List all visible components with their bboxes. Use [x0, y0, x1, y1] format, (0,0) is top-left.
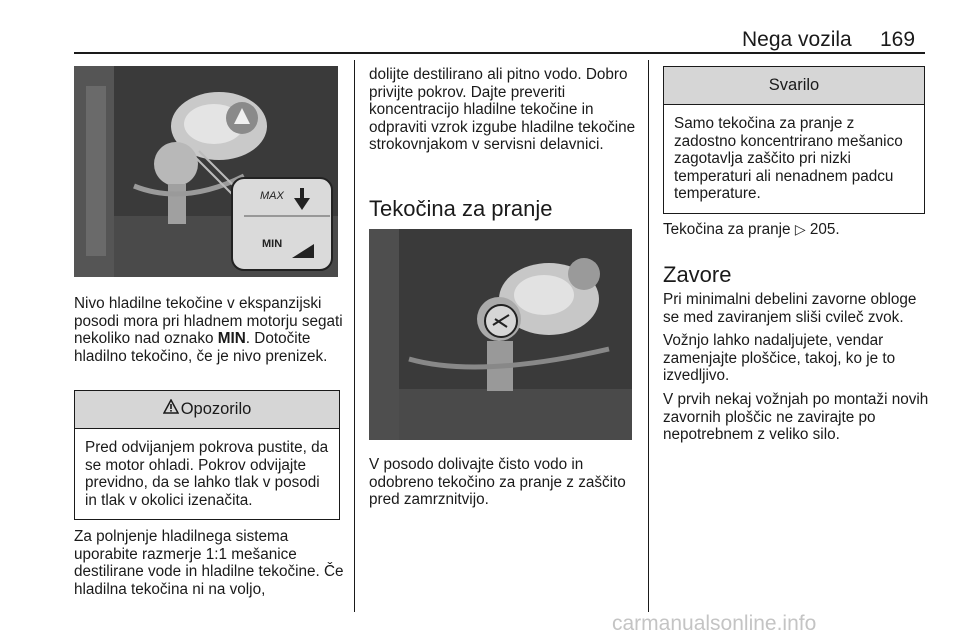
brakes-paragraph-1: Pri minimalni debelini zavorne obloge se med zaviranjem sliši cvileč zvok. — [663, 291, 917, 326]
coolant-level-paragraph — [74, 295, 344, 365]
warning-box-header — [75, 391, 339, 429]
coolant-mixture-paragraph: Za polnjenje hladilnega sistema uporabite razmerje 1:1 mešanice destilirane vode in hladilne tekočine. Če hladilna tekočina ni na voljo, — [74, 528, 344, 598]
warning-text: Pred odvijanjem pokrova pustite, da se motor ohladi. Pokrov odvijajte previdno, da se lahko tlak v posodi in tlak v okolici izenačita. — [85, 439, 329, 509]
coolant-reservoir-photo — [74, 66, 338, 277]
warning-title: Opozorilo — [180, 400, 252, 419]
header-rule — [74, 52, 925, 54]
caution-text: Samo tekočina za pranje z zadostno koncentrirano mešanico zagotavlja zaščito pri nizki temperaturi ali nenadnem padcu temperature. — [674, 115, 903, 203]
caution-box — [663, 66, 925, 214]
washer-fluid-paragraph: V posodo dolivajte čisto vodo in odobreno tekočino za pranje z zaščito pred zamrznitvijo. — [369, 456, 626, 509]
coolant-text-part1: Nivo hladilne tekočine v ekspanzijski posodi mora pri hladnem motorju segati nekoliko nad oznako — [74, 295, 343, 348]
brakes-paragraph-2: Vožnjo lahko nadaljujete, vendar zamenjajte ploščice, takoj, ko je to izvedljivo. — [663, 332, 896, 385]
coolant-text-part2: . Dotočite hladilno tekočino, če je nivo prenizek. — [74, 330, 328, 365]
column-divider-1 — [354, 60, 355, 612]
reference-page: 205. — [809, 221, 840, 238]
warning-box — [74, 390, 340, 520]
warning-triangle-icon — [163, 391, 179, 428]
page-reference-icon: ▷ — [794, 221, 806, 237]
coolant-continuation-paragraph: dolijte destilirano ali pitno vodo. Dobro privijte pokrov. Dajte preveriti koncentracijo hladilne tekočine in odpraviti vzrok izgube hladilne tekočine strokovnjakom v servisni delavnici. — [369, 66, 636, 154]
brakes-paragraph-3: V prvih nekaj vožnjah po montaži novih zavornih ploščic ne zavirajte po nepotrebnem z veliko silo. — [663, 391, 929, 444]
min-mark-reference: MIN — [217, 330, 246, 348]
min-mark-label: MIN — [262, 238, 283, 250]
washer-fluid-heading: Tekočina za pranje — [369, 196, 553, 221]
max-mark-label: MAX — [260, 190, 284, 202]
running-header-title: Nega vozila — [742, 28, 852, 51]
caution-title: Svarilo — [664, 67, 924, 105]
reference-text: Tekočina za pranje — [663, 221, 791, 238]
washer-fluid-reference — [663, 221, 925, 239]
column-divider-2 — [648, 60, 649, 612]
page-number: 169 — [880, 28, 916, 51]
brakes-heading: Zavore — [663, 262, 732, 287]
washer-reservoir-photo — [369, 229, 632, 440]
watermark: carmanualsonline.info — [612, 612, 817, 635]
